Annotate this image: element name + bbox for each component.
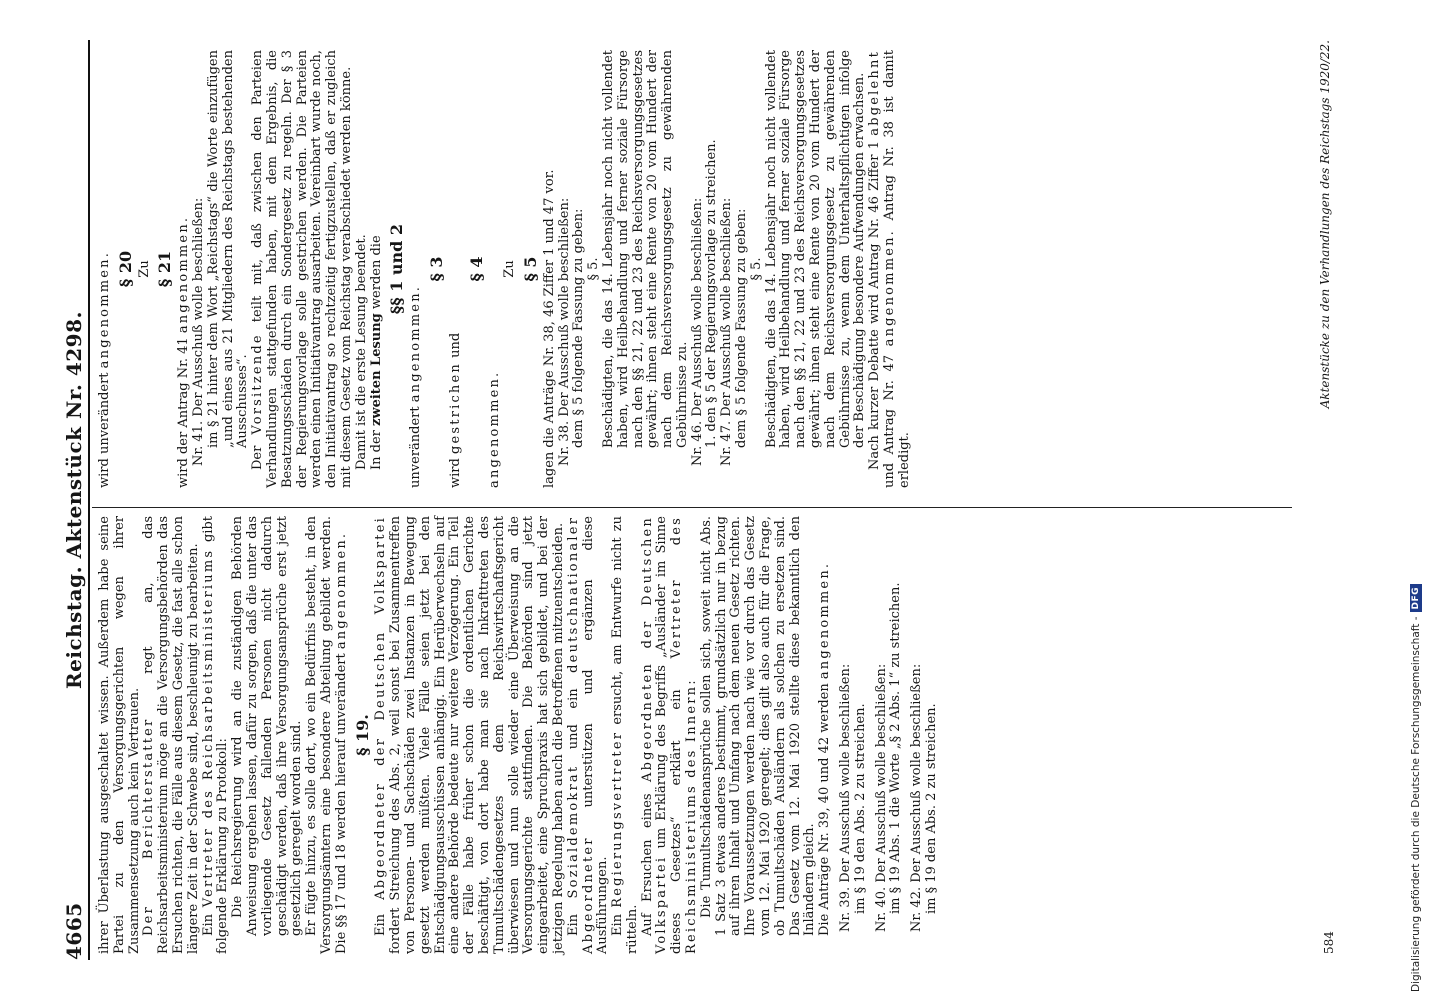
- section-heading: § 4: [466, 256, 486, 282]
- paragraph: Zu: [136, 260, 152, 278]
- section-heading: § 19.: [352, 714, 372, 756]
- section-heading: § 20: [115, 250, 135, 288]
- paragraph: Damit ist die erste Lesung beendet.: [353, 234, 369, 470]
- motion-heading: Nr. 42. Der Ausschuß wolle beschließen:: [909, 663, 925, 932]
- motion-heading: Nr. 38. Der Ausschuß wolle beschließen:: [556, 197, 572, 466]
- paragraph: Nach kurzer Debatte wird Antrag Nr. 46 Ziffer 1 abgelehnt und Antrag Nr. 47 angenommen. Antrag Nr. 38 ist damit erledigt.: [867, 49, 912, 488]
- paragraph: Der Vorsitzende teilt mit, daß zwischen den Parteien Verhandlungen stattgefunden haben, mit dem Ergebnis, die Besatzungsschäden durch ein Sondergesetz zu regeln. Der § 3 der Regierungsvorlage solle gestrichen werden. Die Parteien werden einen Initiativantrag ausarbeiten. Vereinbart wurde noch, den Initiativantrag so rechtzeitig fertigzustellen, daß er zugleich mit diesem Gesetz vom Reichstag verabschiedet werden könne.: [250, 49, 354, 488]
- digitization-credit: [1410, 584, 1422, 992]
- paragraph: Ein Vertreter des Reichsarbeitsministeriums gibt folgende Erklärung zu Protokoll:: [200, 516, 231, 954]
- motion-text: Beschädigten, die das 14. Lebensjahr noch nicht vollendet haben, wird Heilbehandlung und ferner soziale Fürsorge nach den §§ 21, 22 und 23 des Reichsversorgungsgesetzes gewährt; ihnen steht eine Rente von 20 vom Hundert der nach dem Reichsversorgungsgesetz zu gewährenden Gebührnisse zu, wenn dem Unterhaltspflichtigen infolge der Beschädigung besondere Aufwendungen erwachsen.: [763, 50, 868, 448]
- declaration-quote: Die Tumultschädenansprüche sollen sich, soweit nicht Abs. 1 Satz 3 etwas anderes bestimmt, grundsätzlich nur in bezug auf ihren Inhalt und Umfang nach dem neuen Gesetz richten. Ihre Voraussetzungen werden nach wie vor durch das Gesetz vom 12. Mai 1920 geregelt; dies gilt also auch für die Frage, ob Tumultschäden Ausländern als solchen zu ersetzen sind. Das Gesetz vom 12. Mai 1920 stellte diese bekanntlich den Inländern gleich.: [698, 516, 818, 936]
- credit-text: Digitalisierung gefördert durch die Deutsche Forschungsgemeinschaft -: [1410, 616, 1422, 992]
- page-header: [62, 40, 90, 960]
- motion-text: im § 19 den Abs. 2 zu streichen.: [852, 703, 868, 914]
- paragraph: Der Berichterstatter regt an, das Reichsarbeitsministerium möge an die Versorgungsbehörden das Ersuchen richten, die Fälle aus diesem Gesetz, die fast alle schon längere Zeit in der Schwebe sind, beschleunigt zu bearbeiten.: [141, 516, 201, 954]
- footer-page-mark: 584: [1322, 931, 1336, 954]
- header-rule: [88, 40, 90, 960]
- paragraph: In der zweiten Lesung werden die: [368, 235, 384, 470]
- paragraph: Ein Sozialdemokrat und ein deutschnationaler Abgeordneter unterstützen und ergänzen diese Ausführungen.: [565, 515, 611, 954]
- motion-text: 1. den § 5 der Regierungsvorlage zu streichen.: [704, 139, 720, 448]
- left-column: [98, 516, 940, 954]
- paragraph: lagen die Anträge Nr. 38, 46 Ziffer 1 und 47 vor.: [541, 169, 557, 488]
- motion-text: im § 19 den Abs. 2 zu streichen.: [924, 703, 940, 914]
- motion-heading: Nr. 46. Der Ausschuß wolle beschließen:: [689, 197, 705, 466]
- page-number: 4665: [62, 902, 86, 960]
- paragraph: Die Anträge Nr. 39, 40 und 42 werden angenommen.: [817, 561, 833, 936]
- section-heading: § 21: [155, 250, 175, 288]
- paragraph: Er fügte hinzu, es solle dort, wo ein Bedürfnis besteht, in den Versorgungsämtern eine besondere Abteilung gebildet werden. Die §§ 17 und 18 werden hierauf unverändert angenommen.: [304, 516, 349, 954]
- section-heading: §§ 1 und 2: [387, 223, 407, 315]
- paragraph: Ein Regierungsvertreter ersucht, am Entwurfe nicht zu rütteln.: [610, 516, 640, 954]
- footer-note: Aktenstücke zu den Verhandlungen des Reichstags 1920/22.: [1318, 40, 1332, 409]
- motion-text: Beschädigten, die das 14. Lebensjahr noch nicht vollendet haben, wird Heilbehandlung und ferner soziale Fürsorge nach den §§ 21, 22 und 23 des Reichsversorgungsgesetzes gewährt; ihnen steht eine Rente von 20 vom Hundert der nach dem Reichsversorgungsgesetz zu gewährenden Gebührnisse zu.: [600, 50, 690, 448]
- paragraph: Zu: [502, 260, 518, 278]
- paragraph: Ein Abgeordneter der Deutschen Volkspartei fordert Streichung des Abs. 2, weil sonst bei Zusammentreffen von Personen- und Sachschäden zwei Instanzen in Bewegung gesetzt werden müßten. Viele Fälle seien jetzt bei den Entschädigungsausschüssen anhängig. Ein Herüberwechseln auf eine andere Behörde bedeute nur weitere Verzögerung. Ein Teil der Fälle habe früher schon die ordentlichen Gerichte beschäftigt, von dort habe man sie nach Inkrafttreten des Tumultschädengesetzes dem Reichswirtschaftsgericht überwiesen und nun solle wieder eine Überweisung an die Versorgungsgerichte stattfinden. Die Behörden sind jetzt eingearbeitet, eine Spruchpraxis hat sich gebildet, und bei der jetzigen Regelung haben auch die Betroffenen mitzuentscheiden.: [373, 516, 566, 954]
- paragraph: wird der Antrag Nr. 41 angenommen.: [176, 215, 192, 488]
- paragraph: wird gestrichen und: [447, 332, 463, 488]
- right-column: [98, 50, 913, 488]
- page-title: Reichstag. Aktenstück Nr. 4298.: [62, 311, 86, 689]
- motion-text: dem § 5 folgende Fassung zu geben:: [571, 208, 587, 448]
- paragraph: Auf Ersuchen eines Abgeordneten der Deutschen Volkspartei um Erklärung des Begriffs „Ausländer im Sinne dieses Gesetzes“ erklärt ein Vertreter des Reichsministeriums des Innern:: [639, 516, 700, 954]
- dfg-logo: DFG: [1410, 584, 1422, 613]
- section-heading: § 3: [426, 256, 446, 282]
- paragraph: angenommen.: [487, 370, 503, 488]
- column-divider: [92, 507, 1292, 508]
- motion-text: im § 19 Abs. 1 die Worte „§ 2 Abs. 1“ zu streichen.: [888, 582, 904, 914]
- motion-text: im § 21 hinter dem Wort „Reichstags“ die Worte einzufügen „und eines aus 21 Mitgliedern des Reichstags bestehenden Ausschusses“.: [205, 50, 251, 448]
- section-heading: § 5: [520, 256, 540, 282]
- motion-heading: Nr. 40. Der Ausschuß wolle beschließen:: [873, 663, 889, 932]
- paragraph: wird unverändert angenommen.: [97, 250, 112, 488]
- paragraph: unverändert angenommen.: [408, 284, 424, 488]
- motion-heading: Nr. 47. Der Ausschuß wolle beschließen:: [719, 197, 735, 466]
- paragraph: ihrer Überlastung ausgeschaltet wissen. Außerdem habe seine Partei zu den Versorgungsgerichten wegen ihrer Zusammensetzung auch kein Vertrauen.: [97, 516, 142, 954]
- subsection-mark: § 5.: [748, 257, 764, 281]
- declaration-quote: Die Reichsregierung wird an die zuständigen Behörden Anweisung ergehen lassen, dafür zu sorgen, daß die unter das vorliegende Gesetz fallenden Personen nicht dadurch geschädigt werden, daß ihre Versorgungsansprüche erst jetzt gesetzlich geregelt worden sind.: [230, 516, 305, 936]
- subsection-mark: § 5.: [586, 257, 602, 281]
- motion-heading: Nr. 41. Der Ausschuß wolle beschließen:: [190, 197, 206, 466]
- motion-heading: Nr. 39. Der Ausschuß wolle beschließen:: [838, 663, 854, 932]
- motion-text: dem § 5 folgende Fassung zu geben:: [734, 208, 750, 448]
